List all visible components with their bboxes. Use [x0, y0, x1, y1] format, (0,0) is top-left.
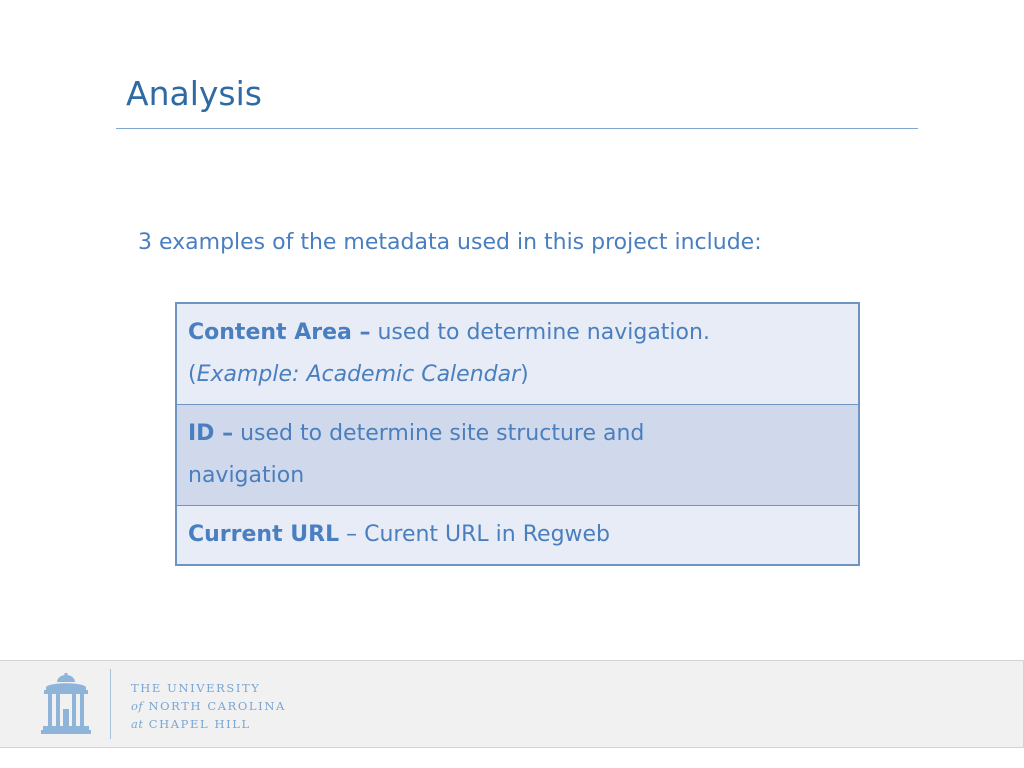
paren-close: )	[520, 362, 529, 387]
wordmark-line-3	[131, 715, 286, 733]
paren-open: (	[188, 362, 197, 387]
university-wordmark	[131, 679, 286, 733]
table-cell	[176, 303, 859, 405]
metadata-term: ID –	[188, 421, 234, 446]
table-cell	[176, 506, 859, 566]
title-divider	[116, 128, 918, 129]
metadata-description-continued: navigation	[188, 463, 305, 488]
metadata-description: used to determine navigation.	[370, 320, 710, 345]
table-row	[176, 303, 859, 405]
metadata-term: Current URL	[188, 522, 340, 547]
wordmark-line-2	[131, 697, 286, 715]
wordmark-of: of	[131, 699, 144, 713]
wordmark-at: at	[131, 717, 144, 731]
table-row	[176, 405, 859, 506]
slide-title: Analysis	[126, 74, 262, 113]
metadata-table	[175, 302, 860, 566]
metadata-description: – Curent URL in Regweb	[339, 522, 611, 547]
cell-line	[188, 354, 847, 396]
table-cell	[176, 405, 859, 506]
metadata-example: Example: Academic Calendar	[196, 362, 521, 387]
footer-bar	[0, 660, 1024, 748]
wordmark-line-1: THE UNIVERSITY	[131, 681, 261, 695]
old-well-icon	[40, 673, 92, 737]
intro-text: 3 examples of the metadata used in this project include:	[138, 230, 762, 255]
metadata-description: used to determine site structure and	[233, 421, 645, 446]
table-row	[176, 506, 859, 566]
metadata-term: Content Area –	[188, 320, 371, 345]
cell-line	[188, 514, 847, 556]
wordmark-north-carolina: NORTH CAROLINA	[143, 699, 286, 713]
wordmark-chapel-hill: CHAPEL HILL	[143, 717, 251, 731]
cell-line	[188, 413, 847, 455]
footer-divider	[110, 669, 111, 739]
cell-line	[188, 312, 847, 354]
